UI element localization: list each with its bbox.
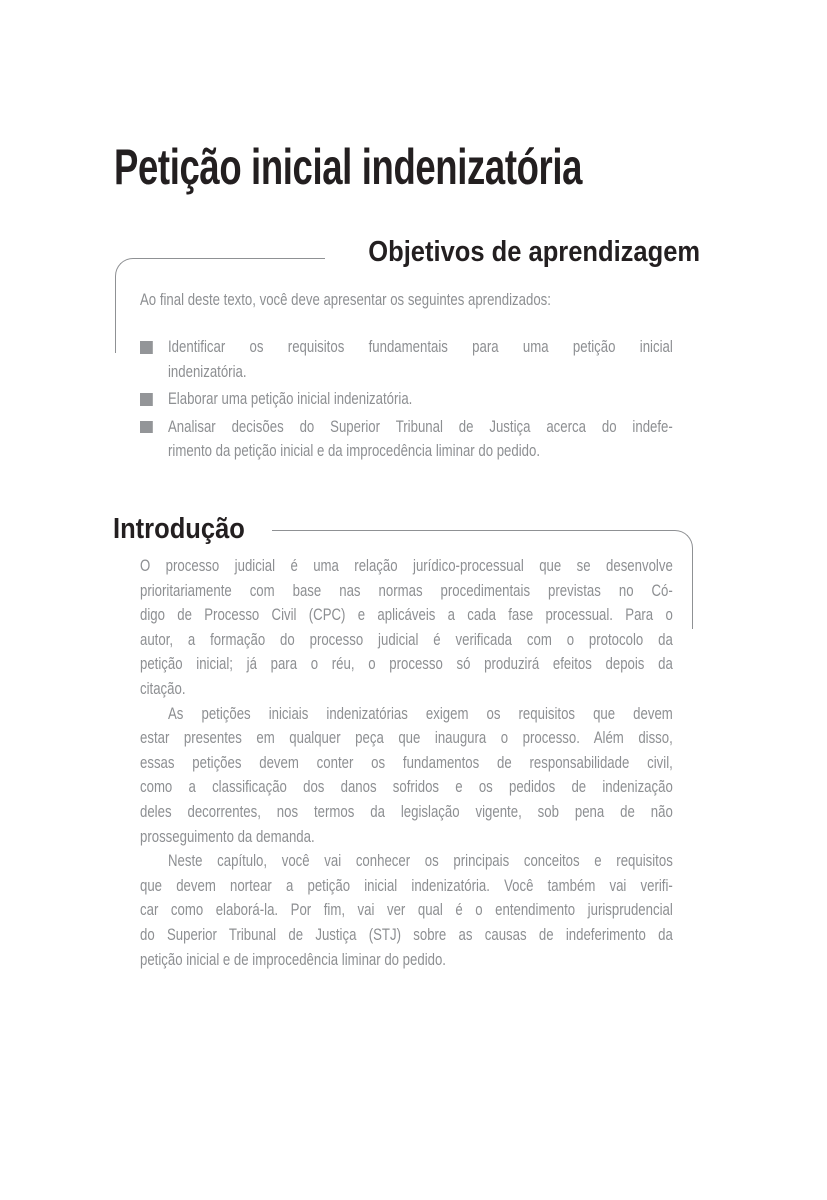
bullet-line: Identificar os requisitos fundamentais para uma petição inicial: [168, 338, 673, 356]
paragraph-line: essas petições devem conter os fundamentos de responsabilidade civil,: [140, 753, 673, 772]
bullet-square-icon: [140, 341, 153, 354]
objectives-heading: Objetivos de aprendizagem: [368, 236, 700, 268]
paragraph-line: que devem nortear a petição inicial indenizatória. Você também vai verifi-: [140, 876, 673, 895]
objectives-list: [140, 335, 673, 467]
paragraph-line: citação.: [140, 679, 186, 698]
paragraph-line: petição inicial; já para o réu, o processo só produzirá efeitos depois da: [140, 655, 673, 674]
paragraph-line: O processo judicial é uma relação jurídico-processual que se desenvolve: [140, 557, 673, 575]
list-item: [140, 415, 673, 464]
objectives-lead: Ao final deste texto, você deve apresentar os seguintes aprendizados:: [140, 291, 551, 309]
paragraph: [140, 849, 673, 972]
bullet-square-icon: [140, 421, 153, 434]
introduction-paragraphs: [140, 554, 673, 972]
paragraph-line: como a classificação dos danos sofridos e os pedidos de indenização: [140, 778, 673, 797]
paragraph-line: deles decorrentes, nos termos da legislação vigente, sob pena de não: [140, 802, 673, 821]
paragraph-line: prosseguimento da demanda.: [140, 827, 315, 846]
introduction-heading: Introdução: [113, 513, 245, 545]
list-item: [140, 387, 673, 412]
paragraph-line: prioritariamente com base nas normas procedimentais previstas no Có-: [140, 581, 673, 600]
bullet-square-icon: [140, 393, 153, 406]
bullet-line: Analisar decisões do Superior Tribunal de Justiça acerca do indefe-: [168, 417, 673, 436]
page-title: Petição inicial indenizatória: [114, 139, 583, 195]
paragraph-line: As petições iniciais indenizatórias exigem os requisitos que devem: [168, 704, 673, 723]
paragraph: [140, 702, 673, 850]
list-item: [140, 335, 673, 384]
paragraph-line: digo de Processo Civil (CPC) e aplicáveis a cada fase processual. Para o: [140, 606, 673, 625]
bullet-line: Elaborar uma petição inicial indenizatória.: [168, 390, 413, 409]
bullet-line: indenizatória.: [168, 362, 247, 381]
paragraph: [140, 554, 673, 702]
paragraph-line: do Superior Tribunal de Justiça (STJ) sobre as causas de indeferimento da: [140, 925, 673, 944]
paragraph-line: petição inicial e de improcedência liminar do pedido.: [140, 950, 446, 969]
bullet-line: rimento da petição inicial e da improcedência liminar do pedido.: [168, 442, 541, 461]
paragraph-line: car como elaborá-la. Por fim, vai ver qual é o entendimento jurisprudencial: [140, 901, 673, 920]
paragraph-line: estar presentes em qualquer peça que inaugura o processo. Além disso,: [140, 729, 673, 748]
paragraph-line: autor, a formação do processo judicial é verificada com o protocolo da: [140, 630, 673, 649]
paragraph-line: Neste capítulo, você vai conhecer os principais conceitos e requisitos: [168, 852, 673, 871]
